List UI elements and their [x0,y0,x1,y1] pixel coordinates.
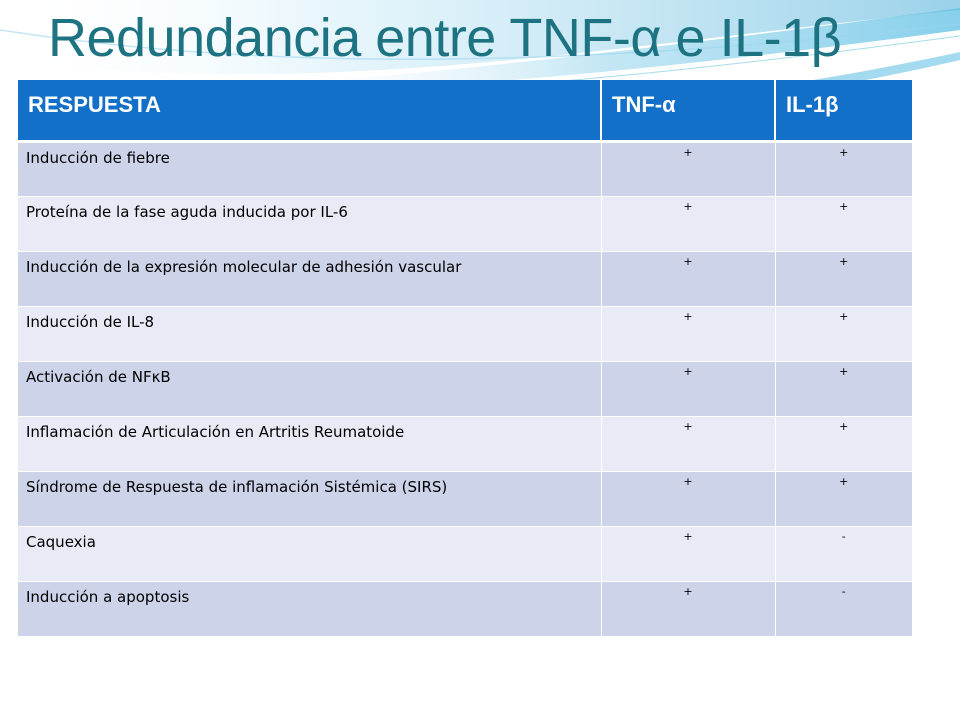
table-row [18,252,912,307]
response-cell: Inducción de fiebre [18,142,601,197]
il1-cell: - [775,582,912,637]
tnf-cell: + [601,252,775,307]
table-row [18,527,912,582]
response-cell: Síndrome de Respuesta de inflamación Sistémica (SIRS) [18,472,601,527]
table-row [18,417,912,472]
response-cell: Inducción a apoptosis [18,582,601,637]
response-cell: Inflamación de Articulación en Artritis Reumatoide [18,417,601,472]
table-row [18,307,912,362]
tnf-cell: + [601,527,775,582]
il1-cell: + [775,252,912,307]
response-cell: Activación de NFκB [18,362,601,417]
tnf-cell: + [601,582,775,637]
table-row [18,197,912,252]
il1-cell: + [775,307,912,362]
response-cell: Proteína de la fase aguda inducida por IL-6 [18,197,601,252]
tnf-cell: + [601,362,775,417]
il1-cell: + [775,472,912,527]
header-il1: IL-1β [775,80,912,142]
il1-cell: - [775,527,912,582]
il1-cell: + [775,142,912,197]
response-cell: Inducción de la expresión molecular de adhesión vascular [18,252,601,307]
table-row [18,472,912,527]
table-row [18,362,912,417]
tnf-cell: + [601,417,775,472]
tnf-cell: + [601,142,775,197]
header-response: RESPUESTA [18,80,601,142]
response-cell: Caquexia [18,527,601,582]
table-header-row [18,80,912,142]
response-table [18,80,912,637]
il1-cell: + [775,417,912,472]
page-title: Redundancia entre TNF-α e IL-1β [48,8,842,68]
il1-cell: + [775,362,912,417]
table-row [18,582,912,637]
tnf-cell: + [601,307,775,362]
tnf-cell: + [601,472,775,527]
header-tnf: TNF-α [601,80,775,142]
tnf-cell: + [601,197,775,252]
response-cell: Inducción de IL-8 [18,307,601,362]
il1-cell: + [775,197,912,252]
table-row [18,142,912,197]
